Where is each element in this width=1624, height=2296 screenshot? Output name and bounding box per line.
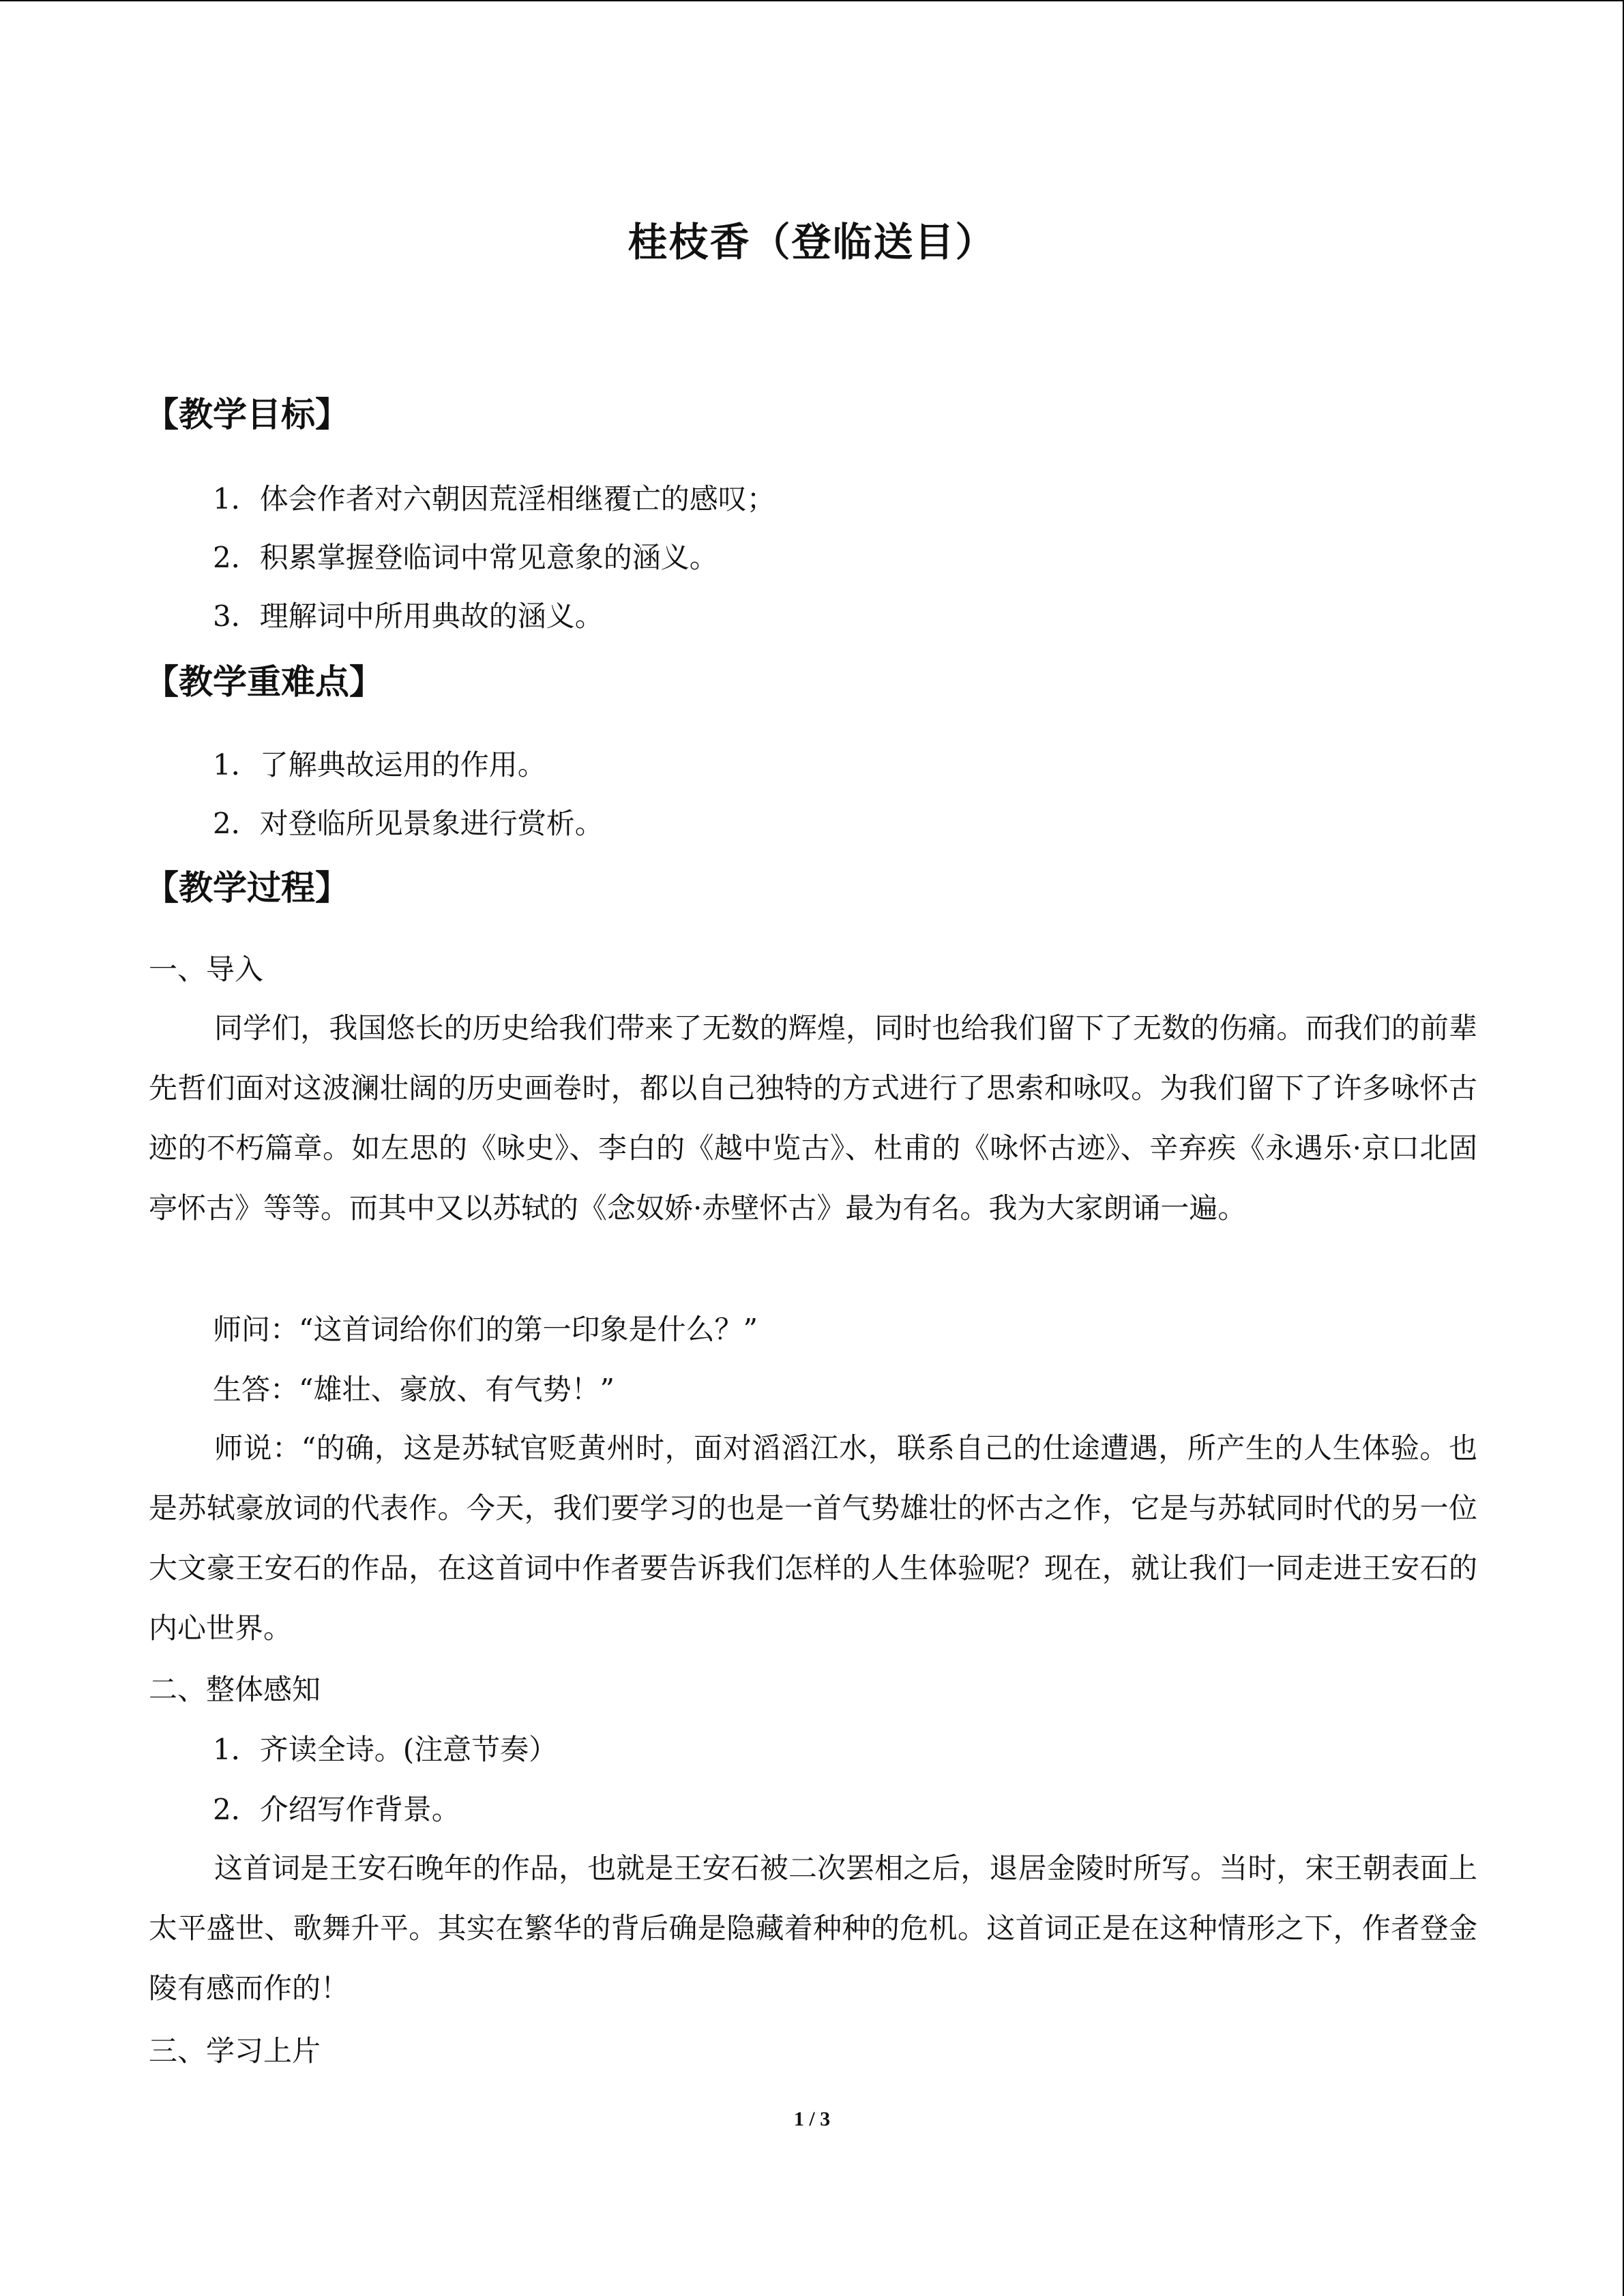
overall-heading: 二、整体感知 <box>149 1673 321 1706</box>
objectives-heading: 【教学目标】 <box>145 395 349 434</box>
key-points-heading: 【教学重难点】 <box>145 662 383 702</box>
key-point-item-1: 1．了解典故运用的作用。 <box>213 748 546 781</box>
page-number: 1 / 3 <box>793 2108 831 2130</box>
overall-item-1: 1．齐读全诗。(注意节奏） <box>213 1733 558 1766</box>
objective-item-1: 1．体会作者对六朝因荒淫相继覆亡的感叹； <box>213 482 776 516</box>
student-answer: 生答：“雄壮、豪放、有气势！” <box>213 1373 615 1406</box>
teacher-question: 师问：“这首词给你们的第一印象是什么？” <box>213 1313 758 1346</box>
objective-item-3: 3．理解词中所用典故的涵义。 <box>213 599 604 633</box>
process-heading: 【教学过程】 <box>145 868 349 908</box>
intro-paragraph: 同学们，我国悠长的历史给我们带来了无数的辉煌，同时也给我们留下了无数的伤痛。而我们的前辈先哲们面对这波澜壮阔的历史画卷时，都以自己独特的方式进行了思索和咏叹。为我们留下了许多咏怀古迹的不朽篇章。如左思的《咏史》、李白的《越中览古》、杜甫的《咏怀古迹》、辛弃疾《永遇乐·京口北固亭怀古》等等。而其中又以苏轼的《念奴娇·赤壁怀古》最为有名。我为大家朗诵一遍。 <box>149 1011 1477 1225</box>
objective-item-2: 2．积累掌握登临词中常见意象的涵义。 <box>213 541 718 574</box>
upper-part-heading: 三、学习上片 <box>149 2034 321 2068</box>
intro-heading: 一、导入 <box>149 953 264 986</box>
teacher-says-paragraph: 师说：“的确，这是苏轼官贬黄州时，面对滔滔江水，联系自己的仕途遭遇，所产生的人生体验。也是苏轼豪放词的代表作。今天，我们要学习的也是一首气势雄壮的怀古之作，它是与苏轼同时代的另一位大文豪王安石的作品，在这首词中作者要告诉我们怎样的人生体验呢？现在，就让我们一同走进王安石的内心世界。 <box>149 1431 1477 1645</box>
key-point-item-2: 2．对登临所见景象进行赏析。 <box>213 807 604 840</box>
document-title: 桂枝香（登临送目） <box>628 219 996 265</box>
background-paragraph: 这首词是王安石晚年的作品，也就是王安石被二次罢相之后，退居金陵时所写。当时，宋王朝表面上太平盛世、歌舞升平。其实在繁华的背后确是隐藏着种种的危机。这首词正是在这种情形之下，作者登金陵有感而作的！ <box>149 1851 1477 2005</box>
overall-item-2: 2．介绍写作背景。 <box>213 1793 460 1826</box>
